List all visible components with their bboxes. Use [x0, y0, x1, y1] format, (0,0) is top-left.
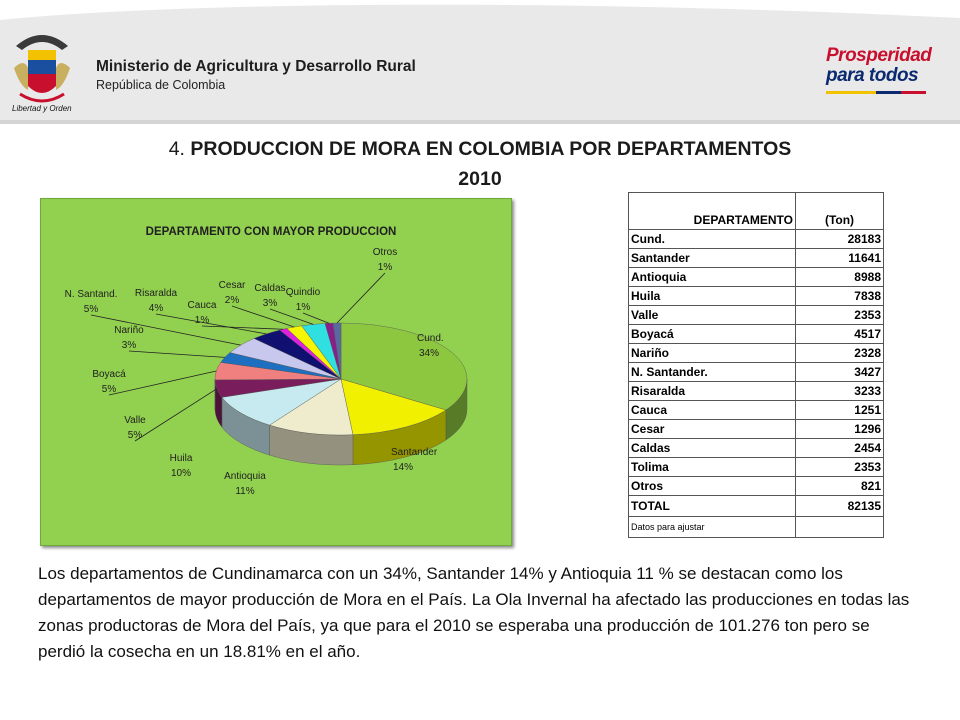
department-cell: Valle: [629, 306, 796, 325]
ministry-title: Ministerio de Agricultura y Desarrollo Rural: [96, 58, 416, 75]
slice-percent: 1%: [194, 315, 210, 326]
slice-label: Quindio: [285, 287, 321, 298]
slice-percent: 3%: [121, 340, 137, 351]
country-name: República de Colombia: [96, 78, 226, 92]
department-cell: Cund.: [629, 230, 796, 249]
leader-line: [232, 306, 294, 327]
slice-percent: 5%: [127, 430, 143, 441]
slice-label: Otros: [372, 247, 398, 258]
note-row: [629, 517, 884, 538]
department-cell: Nariño: [629, 344, 796, 363]
slice-percent: 14%: [393, 462, 414, 473]
table-row: [629, 344, 884, 363]
column-header-department: DEPARTAMENTO: [629, 193, 796, 230]
slice-percent: 34%: [419, 348, 440, 359]
page-title: [0, 134, 960, 194]
department-cell: Risaralda: [629, 382, 796, 401]
ton-cell: 1296: [796, 420, 884, 439]
table-row: [629, 306, 884, 325]
slice-label: Valle: [124, 415, 146, 426]
slice-label: Santander: [391, 447, 438, 458]
ton-cell: 821: [796, 477, 884, 496]
slice-label: N. Santand.: [64, 289, 118, 300]
ton-cell: 3427: [796, 363, 884, 382]
table-row: [629, 477, 884, 496]
slice-label: Caldas: [254, 283, 286, 294]
ton-cell: 8988: [796, 268, 884, 287]
table-row: [629, 458, 884, 477]
slice-label: Risaralda: [134, 288, 178, 299]
department-cell: Santander: [629, 249, 796, 268]
leader-line: [129, 351, 225, 357]
slice-percent: 5%: [101, 384, 117, 395]
summary-paragraph: Los departamentos de Cundinamarca con un 34%, Santander 14% y Antioquia 11 % se destacan como los departamentos de mayor producción de Mora en el País. La Ola Invernal ha afectado las producciones en todas las zonas productoras de Mora del País, ya que para el 2010 se esperaba una producción de 101.276 ton pero se perdió la cosecha en un 18.81% en el año.: [38, 564, 910, 661]
chart-title: DEPARTAMENTO CON MAYOR PRODUCCION: [145, 226, 397, 238]
brand-stripes-icon: [826, 91, 926, 99]
ton-cell: 1251: [796, 401, 884, 420]
ton-cell: 2353: [796, 458, 884, 477]
slice-percent: 2%: [224, 295, 240, 306]
department-cell: Cauca: [629, 401, 796, 420]
slice-percent: 1%: [377, 262, 393, 273]
ministry-name: [96, 58, 416, 94]
total-row: [629, 496, 884, 517]
slice-label: Cund.: [417, 333, 444, 344]
slice-percent: 5%: [83, 304, 99, 315]
table-row: [629, 401, 884, 420]
table-row: [629, 420, 884, 439]
department-cell: Otros: [629, 477, 796, 496]
note-cell: Datos para ajustar: [629, 517, 796, 538]
ton-cell: 2328: [796, 344, 884, 363]
slice-percent: 1%: [295, 302, 311, 313]
department-cell: Cesar: [629, 420, 796, 439]
ton-cell: 2353: [796, 306, 884, 325]
pie-chart: [41, 199, 511, 545]
ton-cell: 2454: [796, 439, 884, 458]
table-header-row: [629, 193, 884, 230]
ton-cell: 28183: [796, 230, 884, 249]
title-year: 2010: [458, 168, 502, 190]
brand-line2: para todos: [826, 65, 919, 86]
column-header-ton: (Ton): [796, 193, 884, 230]
slice-label: Boyacá: [92, 369, 126, 380]
department-cell: Boyacá: [629, 325, 796, 344]
table-row: [629, 439, 884, 458]
leader-line: [156, 314, 266, 334]
table-row: [629, 363, 884, 382]
department-cell: Tolima: [629, 458, 796, 477]
production-table: [628, 192, 884, 538]
leader-line: [202, 326, 283, 329]
slice-label: Antioquia: [224, 471, 266, 482]
ton-cell: 3233: [796, 382, 884, 401]
table-row: [629, 230, 884, 249]
slice-label: Nariño: [114, 325, 144, 336]
table-row: [629, 268, 884, 287]
department-cell: Huila: [629, 287, 796, 306]
title-number: 4.: [168, 138, 185, 160]
department-cell: Caldas: [629, 439, 796, 458]
ton-cell: 4517: [796, 325, 884, 344]
slice-percent: 10%: [170, 468, 192, 479]
note-empty-cell: [796, 517, 884, 538]
department-cell: Antioquia: [629, 268, 796, 287]
brand-logo: [826, 45, 932, 104]
slice-percent: 4%: [148, 303, 164, 314]
header-banner: [0, 0, 960, 124]
slice-label: Cesar: [218, 280, 246, 291]
ton-cell: 11641: [796, 249, 884, 268]
slice-percent: 11%: [235, 486, 255, 497]
slice-label: Cauca: [187, 300, 217, 311]
table-row: [629, 287, 884, 306]
slice-label: Huila: [169, 453, 193, 464]
table-row: [629, 325, 884, 344]
table-row: [629, 249, 884, 268]
total-value: 82135: [796, 496, 884, 517]
leader-line: [337, 273, 385, 323]
leader-line: [135, 389, 217, 441]
title-text: PRODUCCION DE MORA EN COLOMBIA POR DEPARTAMENTOS: [190, 138, 792, 160]
department-cell: N. Santander.: [629, 363, 796, 382]
pie-chart-panel: [40, 198, 512, 546]
brand-line1: Prosperidad: [826, 45, 932, 66]
total-label: TOTAL: [629, 496, 796, 517]
crest-caption: Libertad y Orden: [12, 104, 72, 113]
table-row: [629, 382, 884, 401]
slice-percent: 3%: [262, 298, 278, 309]
ton-cell: 7838: [796, 287, 884, 306]
